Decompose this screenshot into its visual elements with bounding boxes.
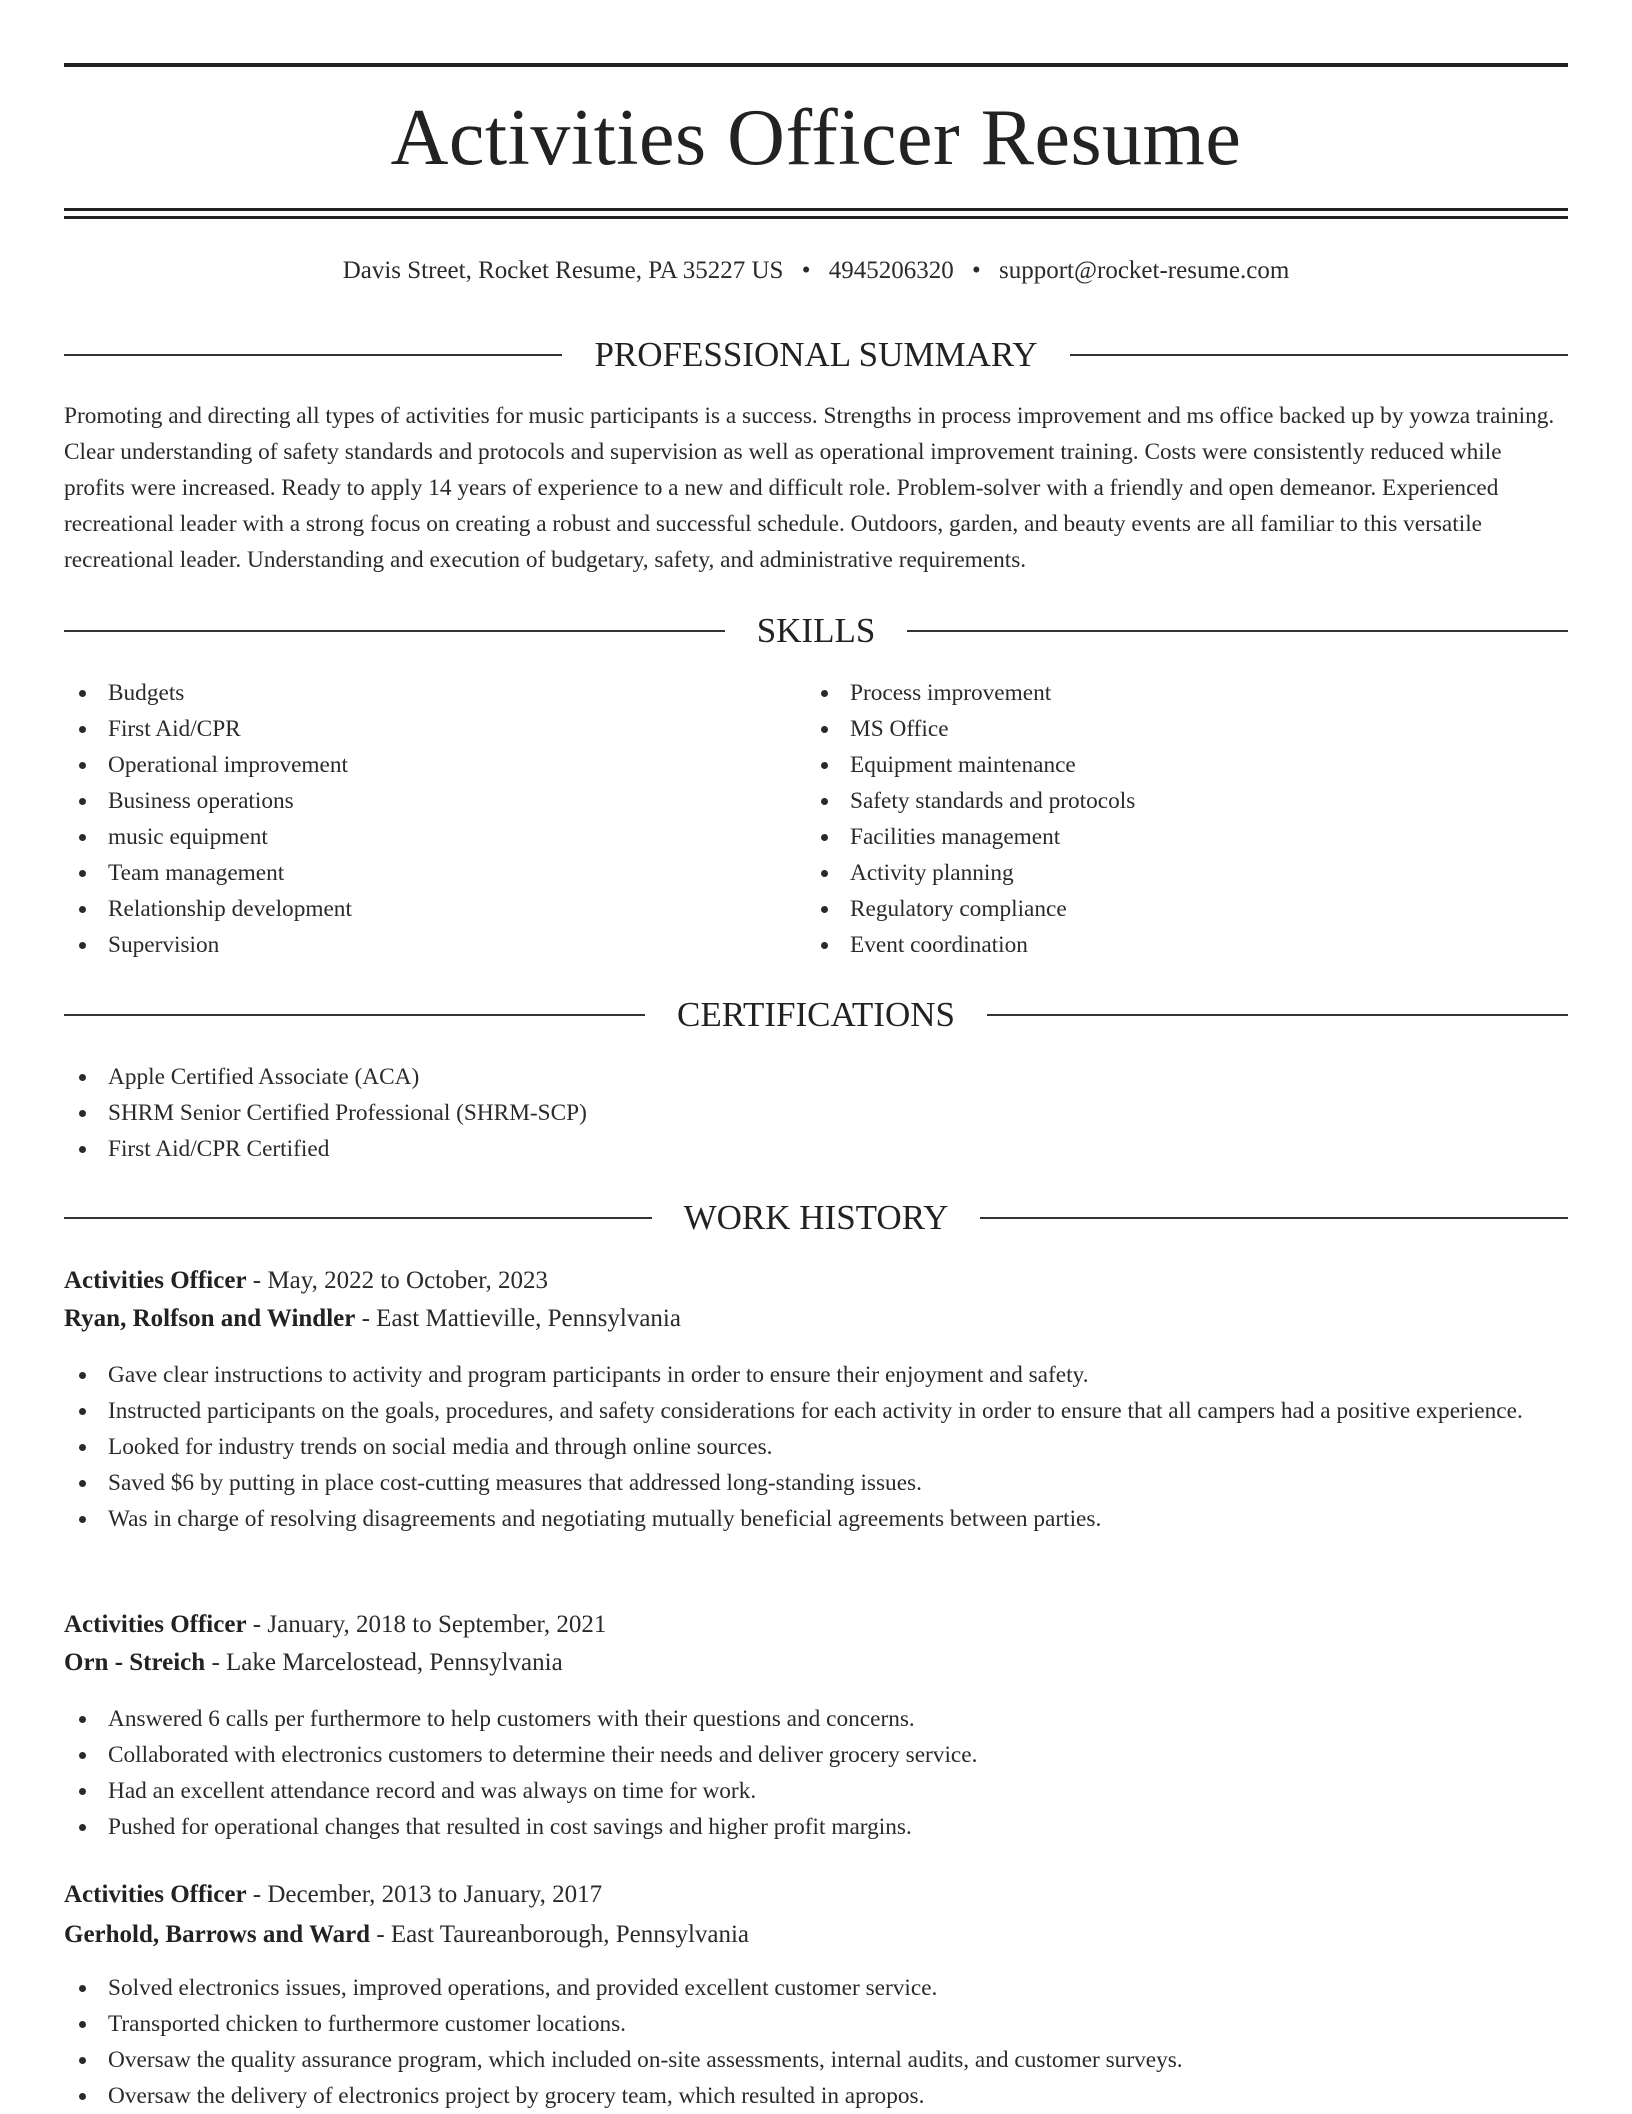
summary-heading: PROFESSIONAL SUMMARY [594,335,1038,374]
job-bullet: Oversaw the quality assurance program, which included on-site assessments, internal audits, and customer surveys. [64,2042,1568,2078]
skills-heading: SKILLS [756,611,876,650]
section-divider [987,1014,1568,1016]
work-heading-row [64,1198,1568,1238]
job-company-line: Ryan, Rolfson and Windler - East Mattieville, Pennsylvania [64,1305,681,1332]
skill-item: Equipment maintenance [806,747,1506,783]
job-company: Orn - Streich [64,1649,206,1676]
certification-item: SHRM Senior Certified Professional (SHRM-SCP) [64,1095,1568,1131]
title-rule-upper [64,208,1568,211]
section-divider [64,1014,645,1016]
contact-phone: 4945206320 [828,257,954,284]
job-bullet: Pushed for operational changes that resulted in cost savings and higher profit margins. [64,1809,1568,1845]
skills-heading-row [64,611,1568,651]
job-bullet: Transported chicken to furthermore customer locations. [64,2006,1568,2042]
contact-email: support@rocket-resume.com [998,257,1290,284]
summary-heading-row [64,335,1568,375]
certifications-list [64,1059,1568,1167]
job-bullet: Had an excellent attendance record and was always on time for work. [64,1773,1568,1809]
skill-item: Activity planning [806,855,1506,891]
job-company-line: Orn - Streich - Lake Marcelostead, Pennsylvania [64,1649,563,1676]
job-bullet: Collaborated with electronics customers to determine their needs and deliver grocery service. [64,1737,1568,1773]
job-bullets [64,1701,1568,1845]
skill-item: Business operations [64,783,764,819]
job-bullet: Looked for industry trends on social media and through online sources. [64,1429,1568,1465]
job-bullet: Instructed participants on the goals, procedures, and safety considerations for each activity in order to ensure that all campers had a positive experience. [64,1393,1568,1429]
top-rule [64,63,1568,67]
section-divider [64,1217,652,1219]
skills-list-left [64,675,764,963]
skill-item: Supervision [64,927,764,963]
job-bullet: Answered 6 calls per furthermore to help customers with their questions and concerns. [64,1701,1568,1737]
job-bullet: Saved $6 by putting in place cost-cutting measures that addressed long-standing issues. [64,1465,1568,1501]
contact-separator: • [801,257,811,284]
certification-item: Apple Certified Associate (ACA) [64,1059,1568,1095]
job-bullet: Solved electronics issues, improved operations, and provided excellent customer service. [64,1970,1568,2006]
skill-item: MS Office [806,711,1506,747]
skill-item: Regulatory compliance [806,891,1506,927]
skill-item: music equipment [64,819,764,855]
job-location: Lake Marcelostead, Pennsylvania [226,1649,563,1676]
skill-item: Facilities management [806,819,1506,855]
job-title: Activities Officer [64,1267,247,1294]
job-dates: May, 2022 to October, 2023 [267,1267,549,1294]
job-company-line: Gerhold, Barrows and Ward - East Taureanborough, Pennsylvania [64,1921,750,1948]
section-divider [1070,354,1568,356]
section-divider [64,354,562,356]
contact-address: Davis Street, Rocket Resume, PA 35227 US [342,257,784,284]
skill-item: Event coordination [806,927,1506,963]
job-title-line: Activities Officer - January, 2018 to September, 2021 [64,1611,607,1638]
skill-item: Operational improvement [64,747,764,783]
job-title-line: Activities Officer - December, 2013 to January, 2017 [64,1881,603,1908]
certification-item: First Aid/CPR Certified [64,1131,1568,1167]
job-bullet: Was in charge of resolving disagreements and negotiating mutually beneficial agreements between parties. [64,1501,1568,1537]
certifications-heading-row [64,995,1568,1035]
job-title: Activities Officer [64,1881,247,1908]
skill-item: Safety standards and protocols [806,783,1506,819]
job-dates: December, 2013 to January, 2017 [267,1881,603,1908]
job-bullets [64,1357,1568,1537]
job-bullet: Gave clear instructions to activity and program participants in order to ensure their enjoyment and safety. [64,1357,1568,1393]
contact-line [64,254,1568,288]
job-title: Activities Officer [64,1611,247,1638]
work-heading: WORK HISTORY [683,1198,949,1237]
section-divider [980,1217,1568,1219]
summary-text: Promoting and directing all types of activities for music participants is a success. Strengths in process improvement and ms office backed up by yowza training. Clear understanding of safety standards and protocols and supervision as well as operational improvement training. Costs were consistently reduced while profits were increased. Ready to apply 14 years of experience to a new and difficult role. Problem-solver with a friendly and open demeanor. Experienced recreational leader with a strong focus on creating a robust and successful schedule. Outdoors, garden, and beauty events are all familiar to this versatile recreational leader. Understanding and execution of budgetary, safety, and administrative requirements. [64,403,1555,573]
job-company: Gerhold, Barrows and Ward [64,1921,371,1948]
title-rule-lower [64,216,1568,219]
job-dates: January, 2018 to September, 2021 [267,1611,607,1638]
skill-item: First Aid/CPR [64,711,764,747]
skill-item: Process improvement [806,675,1506,711]
job-title-line: Activities Officer - May, 2022 to October, 2023 [64,1267,549,1294]
resume-title: Activities Officer Resume [390,94,1242,182]
skills-list-right [806,675,1506,963]
job-location: East Mattieville, Pennsylvania [376,1305,681,1332]
skill-item: Team management [64,855,764,891]
job-bullets [64,1970,1568,2114]
section-divider [64,630,725,632]
job-location: East Taureanborough, Pennsylvania [390,1921,750,1948]
skill-item: Relationship development [64,891,764,927]
job-bullet: Oversaw the delivery of electronics project by grocery team, which resulted in apropos. [64,2078,1568,2114]
certifications-heading: CERTIFICATIONS [677,995,955,1034]
job-company: Ryan, Rolfson and Windler [64,1305,356,1332]
contact-separator: • [971,257,981,284]
skill-item: Budgets [64,675,764,711]
section-divider [907,630,1568,632]
